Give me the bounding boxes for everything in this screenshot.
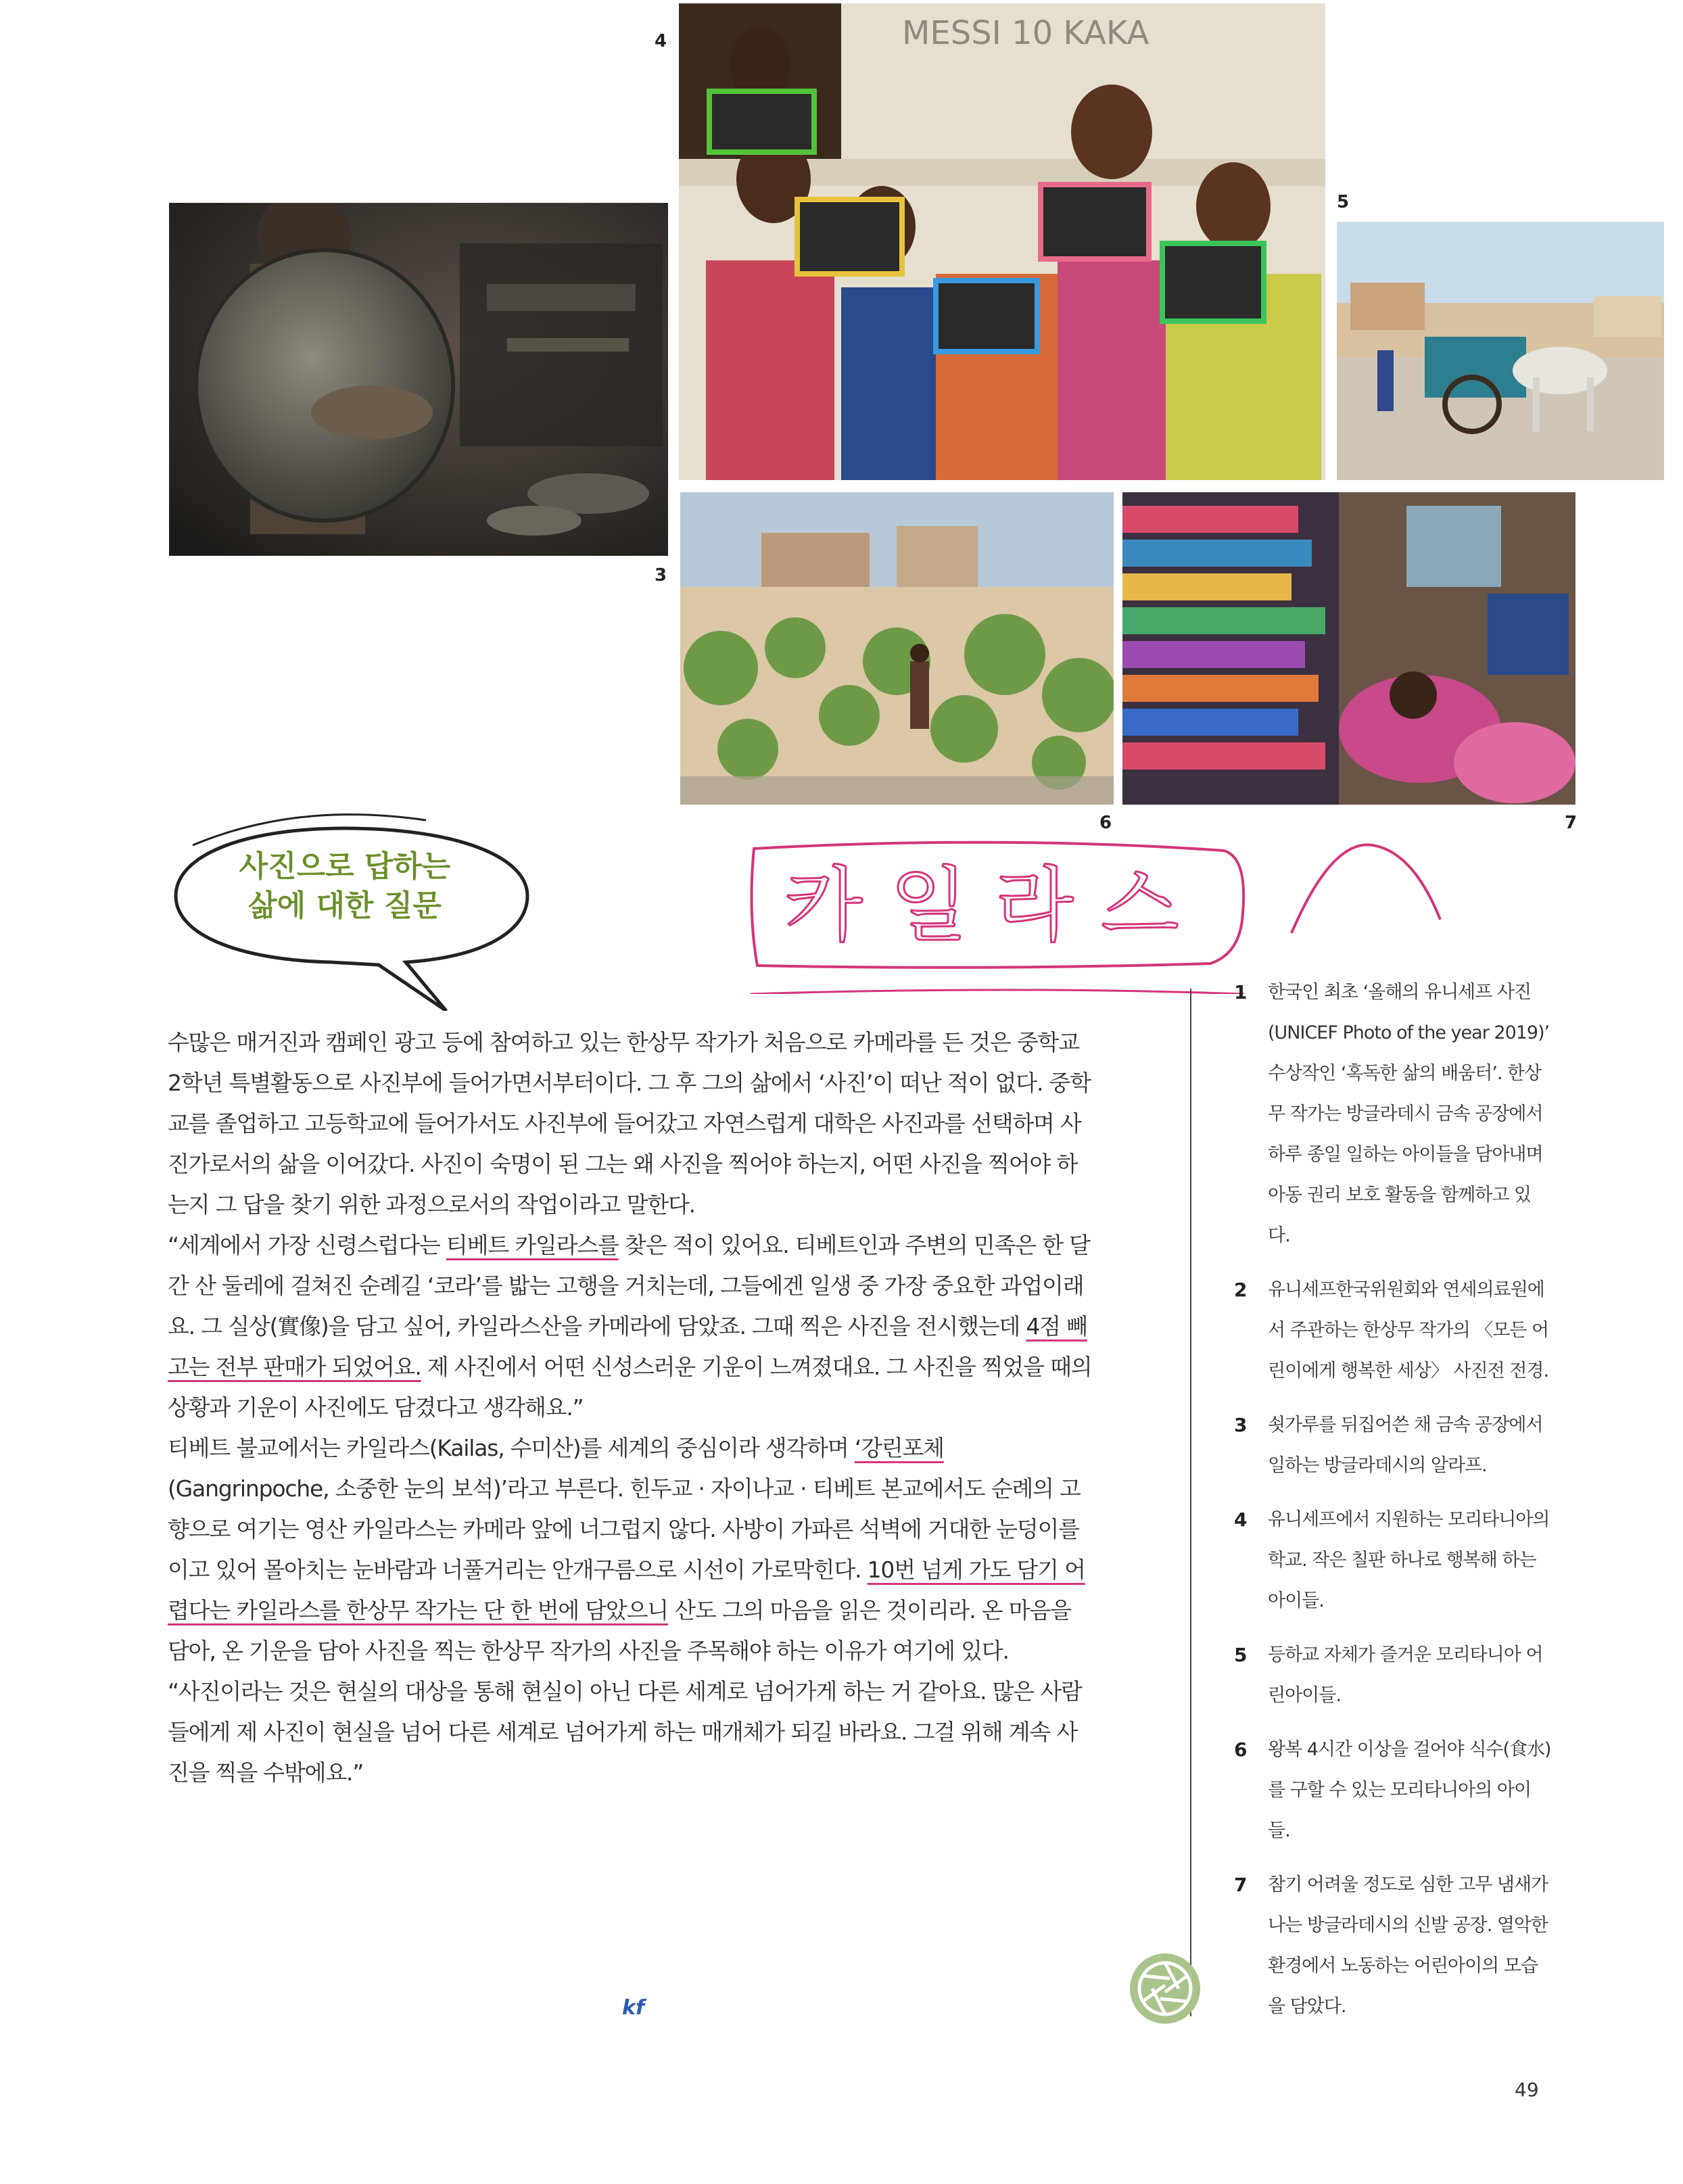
photo-6-desert-child	[680, 492, 1114, 805]
caption-number: 2	[1234, 1279, 1247, 1301]
handwritten-annotation	[744, 825, 1596, 994]
page-number: 49	[1515, 2079, 1539, 2101]
photo-captions	[1234, 972, 1552, 2041]
text-run: 찾은 적이 있어요. 티베트인과 주변의 민족은 한 달간 산 둘레에 걸쳐진 순례길 ‘코라’를 밟는 고행을 거치는데, 그들에겐 일생 중 가장 중요한 과업이래요. 그 실상(實像)을 담고 싶어, 카일라스산을 카메라에 담았죠. 그때 찍은 사진을 전시했는데	[168, 1232, 1090, 1339]
column-divider	[1190, 989, 1191, 2016]
text-run: 티베트 불교에서는 카일라스(Kailas, 수미산)를 세계의 중심이라 생각하며	[168, 1435, 855, 1461]
caption-item	[1234, 1865, 1552, 2027]
caption-item	[1234, 1270, 1552, 1392]
handwritten-text: 카일라스	[784, 859, 1206, 953]
caption-item	[1234, 1635, 1552, 1716]
title-speech-bubble	[162, 808, 582, 1011]
caption-number: 7	[1234, 1874, 1247, 1896]
caption-number: 5	[1234, 1644, 1247, 1666]
caption-text: 유니세프한국위원회와 연세의료원에서 주관하는 한상무 작가의 〈모든 어린이에게 행복한 세상〉 사진전 전경.	[1268, 1279, 1549, 1381]
caption-text: 한국인 최초 ‘올해의 유니세프 사진(UNICEF Photo of the year 2019)’ 수상작인 ‘혹독한 삶의 배움터’. 한상무 작가는 방글라데시 금속 공장에서 하루 종일 일하는 아이들을 담아내며 아동 권리 보호 활동을 함께하고 있다.	[1268, 982, 1550, 1246]
caption-text: 왕복 4시간 이상을 걸어야 식수(食水)를 구할 수 있는 모리타니아의 아이들.	[1268, 1739, 1551, 1841]
caption-item	[1234, 1405, 1552, 1486]
text-run: (Gangrinpoche, 소중한 눈의 보석)’라고 부른다. 힌두교 · 자이나교 · 티베트 본교에서도 순례의 고향으로 여기는 영산 카일라스는 카메라 앞에 너그럽지 않다. 사방이 가파른 석벽에 거대한 눈덩이를 이고 있어 몰아치는 눈바람과 너풀거리는 안개구름으로 시선이 가로막힌다.	[168, 1475, 1081, 1583]
caption-text: 참기 어려울 정도로 심한 고무 냄새가 나는 방글라데시의 신발 공장. 열악한 환경에서 노동하는 어린아이의 모습을 담았다.	[1268, 1874, 1548, 2017]
caption-item	[1234, 1730, 1552, 1851]
bubble-title-line2: 삶에 대한 질문	[248, 888, 442, 923]
photo-7-number: 7	[1565, 813, 1578, 833]
photo-4-school-children	[679, 3, 1325, 480]
caption-text: 등하교 자체가 즐거운 모리타니아 어린아이들.	[1268, 1644, 1543, 1706]
caption-item	[1234, 972, 1552, 1256]
kf-logo: kf	[622, 1996, 645, 2020]
photo-3-metal-factory	[169, 203, 668, 556]
caption-number: 4	[1234, 1509, 1247, 1531]
wall-graffiti: MESSI 10 KAKA	[902, 14, 1149, 52]
aperture-icon	[1128, 1951, 1202, 2026]
caption-item	[1234, 1500, 1552, 1621]
caption-number: 6	[1234, 1738, 1247, 1761]
article-paragraph-2	[168, 1225, 1097, 1428]
photo-6-number: 6	[1099, 813, 1112, 833]
article-paragraph-3	[168, 1428, 1097, 1671]
caption-number: 1	[1234, 981, 1247, 1003]
caption-number: 3	[1234, 1414, 1247, 1436]
bubble-title	[162, 847, 527, 926]
underlined-tibet-kailas: 티베트 카일라스를	[446, 1232, 619, 1258]
photo-4-number: 4	[655, 31, 667, 51]
photo-5-number: 5	[1337, 192, 1350, 212]
photo-3-number: 3	[655, 565, 667, 586]
caption-text: 쇳가루를 뒤집어쓴 채 금속 공장에서 일하는 방글라데시의 알라프.	[1268, 1415, 1543, 1476]
caption-text: 유니세프에서 지원하는 모리타니아의 학교. 작은 칠판 하나로 행복해 하는 아이들.	[1268, 1509, 1550, 1611]
text-run: “세계에서 가장 신령스럽다는	[168, 1232, 446, 1258]
underlined-sold-out: 4점 빼고는 전부 판매가 되었어요.	[168, 1313, 1087, 1380]
article-paragraph-4: “사진이라는 것은 현실의 대상을 통해 현실이 아닌 다른 세계로 넘어가게 하는 거 같아요. 많은 사람들에게 제 사진이 현실을 넘어 다른 세계로 넘어가게 하는 매개체가 되길 바라요. 그걸 위해 계속 사진을 찍을 수밖에요.”	[168, 1678, 1082, 1786]
underlined-gangrinpoche: ‘강린포체	[854, 1435, 944, 1461]
bubble-title-line1: 사진으로 답하는	[239, 849, 451, 884]
underlined-one-shot: 10번 넘게 가도 담기 어렵다는 카일라스를 한상무 작가는 단 한 번에 담았으니	[168, 1557, 1085, 1623]
photo-5-horse-cart	[1337, 222, 1664, 480]
article-body	[168, 1022, 1097, 1793]
photo-7-shoe-factory	[1122, 492, 1575, 805]
text-run: 제 사진에서 어떤 신성스러운 기운이 느껴졌대요. 그 사진을 찍었을 때의 상황과 기운이 사진에도 담겼다고 생각해요.”	[168, 1354, 1092, 1421]
article-paragraph-1: 수많은 매거진과 캠페인 광고 등에 참여하고 있는 한상무 작가가 처음으로 카메라를 든 것은 중학교 2학년 특별활동으로 사진부에 들어가면서부터이다. 그 후 그의 삶에서 ‘사진’이 떠난 적이 없다. 중학교를 졸업하고 고등학교에 들어가서도 사진부에 들어갔고 자연스럽게 대학은 사진과를 선택하며 사진가로서의 삶을 이어갔다. 사진이 숙명이 된 그는 왜 사진을 찍어야 하는지, 어떤 사진을 찍어야 하는지 그 답을 찾기 위한 과정으로서의 작업이라고 말한다.	[168, 1029, 1091, 1218]
text-run: 산도 그의 마음을 읽은 것이리라. 온 마음을 담아, 온 기운을 담아 사진을 찍는 한상무 작가의 사진을 주목해야 하는 이유가 여기에 있다.	[168, 1597, 1071, 1664]
